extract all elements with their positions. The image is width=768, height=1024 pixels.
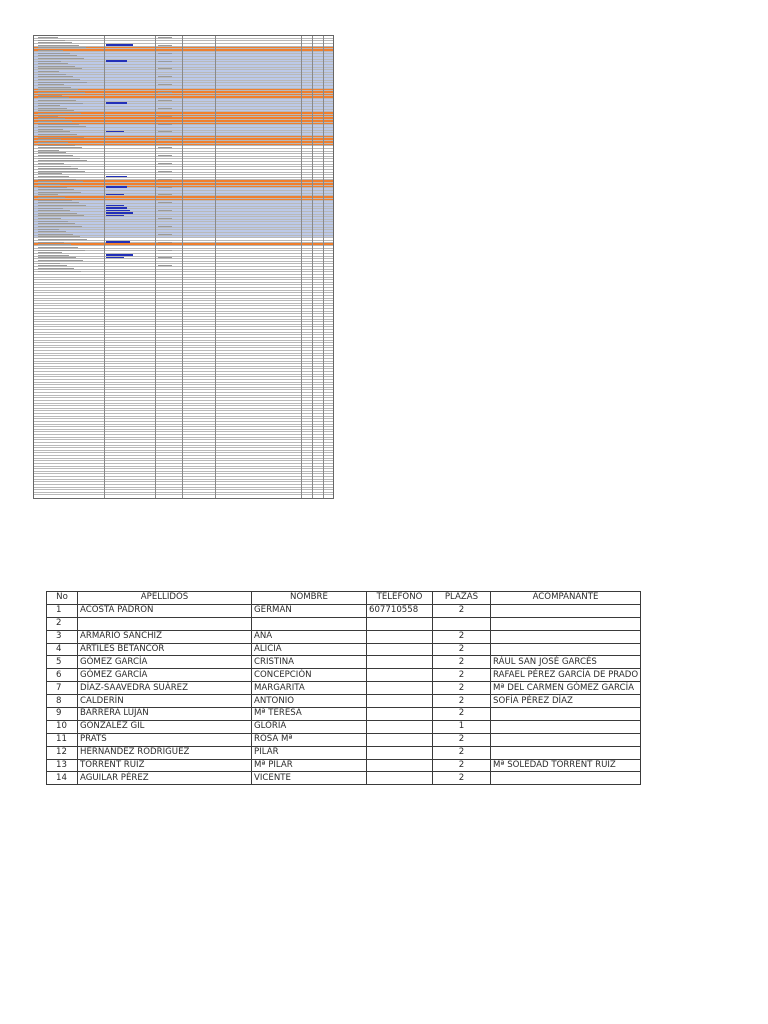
cell-plazas: 2 bbox=[433, 604, 491, 617]
cell-apellidos: DÍAZ-SAAVEDRA SUÁREZ bbox=[78, 682, 252, 695]
cell-nombre: VICENTE bbox=[252, 772, 367, 785]
cell-plazas: 2 bbox=[433, 733, 491, 746]
cell-telefono bbox=[367, 759, 433, 772]
cell-telefono bbox=[367, 617, 433, 630]
cell-nombre: Mª PILAR bbox=[252, 759, 367, 772]
thumbnail-column-divider bbox=[312, 36, 313, 498]
cell-plazas: 2 bbox=[433, 669, 491, 682]
cell-plazas bbox=[433, 617, 491, 630]
table-row bbox=[47, 772, 641, 785]
cell-plazas: 2 bbox=[433, 682, 491, 695]
cell-telefono bbox=[367, 643, 433, 656]
cell-no: 8 bbox=[47, 695, 78, 708]
cell-acompanante bbox=[491, 617, 641, 630]
cell-no: 1 bbox=[47, 604, 78, 617]
cell-acompanante bbox=[491, 604, 641, 617]
cell-acompanante bbox=[491, 630, 641, 643]
cell-nombre: GERMÁN bbox=[252, 604, 367, 617]
spreadsheet-thumbnail bbox=[33, 35, 334, 499]
cell-nombre: ANA bbox=[252, 630, 367, 643]
cell-apellidos: CALDERÍN bbox=[78, 695, 252, 708]
cell-plazas: 2 bbox=[433, 746, 491, 759]
table-row bbox=[47, 759, 641, 772]
attendee-table bbox=[46, 591, 641, 785]
cell-acompanante bbox=[491, 643, 641, 656]
header-no: No bbox=[47, 592, 78, 605]
cell-plazas: 1 bbox=[433, 720, 491, 733]
cell-apellidos: GÓMEZ GARCÍA bbox=[78, 669, 252, 682]
table-row bbox=[47, 604, 641, 617]
cell-no: 13 bbox=[47, 759, 78, 772]
header-apellidos: APELLIDOS bbox=[78, 592, 252, 605]
cell-plazas: 2 bbox=[433, 643, 491, 656]
cell-telefono bbox=[367, 669, 433, 682]
header-telefono: TELEFONO bbox=[367, 592, 433, 605]
thumbnail-column-divider bbox=[215, 36, 216, 498]
table-row bbox=[47, 695, 641, 708]
cell-acompanante: RAFAEL PÉREZ GARCÍA DE PRADO bbox=[491, 669, 641, 682]
cell-no: 5 bbox=[47, 656, 78, 669]
cell-telefono bbox=[367, 695, 433, 708]
header-acompanante: ACOMPAÑANTE bbox=[491, 592, 641, 605]
cell-acompanante bbox=[491, 733, 641, 746]
cell-apellidos: AGUILAR PÉREZ bbox=[78, 772, 252, 785]
cell-plazas: 2 bbox=[433, 708, 491, 721]
cell-no: 3 bbox=[47, 630, 78, 643]
thumbnail-column-divider bbox=[323, 36, 324, 498]
cell-nombre: PILAR bbox=[252, 746, 367, 759]
cell-acompanante: SOFÍA PÉREZ DÍAZ bbox=[491, 695, 641, 708]
table-row bbox=[47, 656, 641, 669]
table-row bbox=[47, 669, 641, 682]
table-row bbox=[47, 643, 641, 656]
table-row bbox=[47, 617, 641, 630]
cell-acompanante: RÁUL SAN JOSÉ GARCÉS bbox=[491, 656, 641, 669]
cell-acompanante bbox=[491, 720, 641, 733]
thumbnail-column-divider bbox=[301, 36, 302, 498]
thumbnail-row bbox=[34, 493, 333, 496]
cell-telefono bbox=[367, 682, 433, 695]
cell-apellidos bbox=[78, 617, 252, 630]
table-row bbox=[47, 630, 641, 643]
cell-no: 6 bbox=[47, 669, 78, 682]
cell-apellidos: TORRENT RUIZ bbox=[78, 759, 252, 772]
cell-nombre: Mª TERESA bbox=[252, 708, 367, 721]
table-row bbox=[47, 746, 641, 759]
cell-acompanante: Mª DEL CARMEN GÓMEZ GARCÍA bbox=[491, 682, 641, 695]
cell-acompanante bbox=[491, 746, 641, 759]
cell-telefono: 607710558 bbox=[367, 604, 433, 617]
cell-plazas: 2 bbox=[433, 772, 491, 785]
cell-apellidos: GÓMEZ GARCÍA bbox=[78, 656, 252, 669]
cell-apellidos: ARMARIO SÁNCHIZ bbox=[78, 630, 252, 643]
cell-nombre: CRISTINA bbox=[252, 656, 367, 669]
cell-no: 10 bbox=[47, 720, 78, 733]
cell-plazas: 2 bbox=[433, 656, 491, 669]
header-nombre: NOMBRE bbox=[252, 592, 367, 605]
cell-telefono bbox=[367, 656, 433, 669]
cell-no: 14 bbox=[47, 772, 78, 785]
thumbnail-rows bbox=[34, 36, 333, 495]
thumbnail-column-divider bbox=[182, 36, 183, 498]
cell-plazas: 2 bbox=[433, 759, 491, 772]
cell-nombre: CONCEPCIÓN bbox=[252, 669, 367, 682]
table-row bbox=[47, 720, 641, 733]
cell-no: 4 bbox=[47, 643, 78, 656]
cell-apellidos: BARRERA LUJÁN bbox=[78, 708, 252, 721]
table-row bbox=[47, 708, 641, 721]
table-row bbox=[47, 733, 641, 746]
header-plazas: PLAZAS bbox=[433, 592, 491, 605]
cell-apellidos: PRATS bbox=[78, 733, 252, 746]
cell-acompanante: Mª SOLEDAD TORRENT RUIZ bbox=[491, 759, 641, 772]
cell-telefono bbox=[367, 733, 433, 746]
cell-no: 11 bbox=[47, 733, 78, 746]
cell-acompanante bbox=[491, 772, 641, 785]
cell-apellidos: GONZÁLEZ GIL bbox=[78, 720, 252, 733]
cell-acompanante bbox=[491, 708, 641, 721]
cell-nombre: ANTONIO bbox=[252, 695, 367, 708]
table-row bbox=[47, 682, 641, 695]
cell-no: 2 bbox=[47, 617, 78, 630]
cell-nombre bbox=[252, 617, 367, 630]
cell-apellidos: ARTILES BETANCOR bbox=[78, 643, 252, 656]
cell-telefono bbox=[367, 630, 433, 643]
cell-nombre: MARGARITA bbox=[252, 682, 367, 695]
cell-no: 12 bbox=[47, 746, 78, 759]
cell-telefono bbox=[367, 772, 433, 785]
cell-telefono bbox=[367, 708, 433, 721]
thumbnail-column-divider bbox=[155, 36, 156, 498]
cell-nombre: GLORIA bbox=[252, 720, 367, 733]
cell-plazas: 2 bbox=[433, 630, 491, 643]
table-header-row bbox=[47, 592, 641, 605]
cell-telefono bbox=[367, 746, 433, 759]
cell-no: 9 bbox=[47, 708, 78, 721]
cell-apellidos: ACOSTA PADRÓN bbox=[78, 604, 252, 617]
thumbnail-column-divider bbox=[104, 36, 105, 498]
cell-nombre: ROSA Mª bbox=[252, 733, 367, 746]
cell-plazas: 2 bbox=[433, 695, 491, 708]
cell-no: 7 bbox=[47, 682, 78, 695]
cell-apellidos: HERNÁNDEZ RODRÍGUEZ bbox=[78, 746, 252, 759]
cell-telefono bbox=[367, 720, 433, 733]
cell-nombre: ALICIA bbox=[252, 643, 367, 656]
